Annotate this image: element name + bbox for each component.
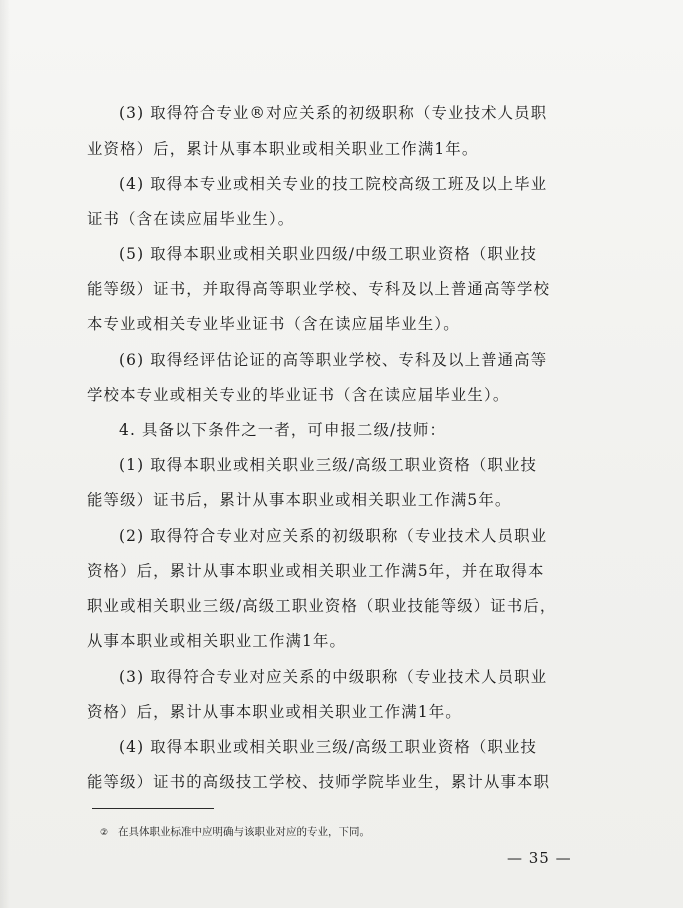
body-line: 能等级）证书的高级技工学校、技师学院毕业生，累计从事本职 [87, 773, 551, 791]
footnote [100, 825, 370, 840]
body-line: 能等级）证书，并取得高等职业学校、专科及以上普通高等学校 [87, 280, 551, 298]
body-line: 能等级）证书后，累计从事本职业或相关职业工作满5年。 [87, 491, 512, 509]
body-line: (3) 取得符合专业对应关系的中级职称（专业技术人员职业 [119, 668, 548, 686]
body-line: (4) 取得本专业或相关专业的技工院校高级工班及以上毕业 [119, 175, 548, 193]
section-heading: 4. 具备以下条件之一者，可申报二级/技师： [119, 421, 447, 439]
body-line: 职业或相关职业三级/高级工职业资格（职业技能等级）证书后， [87, 597, 557, 615]
body-line: (2) 取得符合专业对应关系的初级职称（专业技术人员职业 [119, 527, 548, 545]
body-line: (3) 取得符合专业®对应关系的初级职称（专业技术人员职 [119, 104, 548, 122]
body-line: (1) 取得本职业或相关职业三级/高级工职业资格（职业技 [119, 456, 538, 474]
body-line: (4) 取得本职业或相关职业三级/高级工职业资格（职业技 [119, 738, 538, 756]
page-edge-shadow [0, 0, 10, 908]
body-line: 学校本专业或相关专业的毕业证书（含在读应届毕业生）。 [87, 386, 510, 404]
body-line: 资格）后，累计从事本职业或相关职业工作满5年，并在取得本 [87, 562, 545, 580]
footnote-marker: ② [100, 828, 109, 838]
body-line: 资格）后，累计从事本职业或相关职业工作满1年。 [87, 703, 462, 721]
body-line: 证书（含在读应届毕业生）。 [87, 210, 295, 228]
footnote-divider [92, 808, 214, 809]
body-line: (5) 取得本职业或相关职业四级/中级工职业资格（职业技 [119, 245, 538, 263]
body-line: (6) 取得经评估论证的高等职业学校、专科及以上普通高等 [119, 351, 548, 369]
body-line: 业资格）后，累计从事本职业或相关职业工作满1年。 [87, 140, 479, 158]
page-number: — 35 — [507, 849, 572, 867]
footnote-text: 在具体职业标准中应明确与该职业对应的专业，下同。 [118, 826, 370, 838]
body-line: 从事本职业或相关职业工作满1年。 [87, 632, 347, 650]
body-line: 本专业或相关专业毕业证书（含在读应届毕业生）。 [87, 315, 460, 333]
